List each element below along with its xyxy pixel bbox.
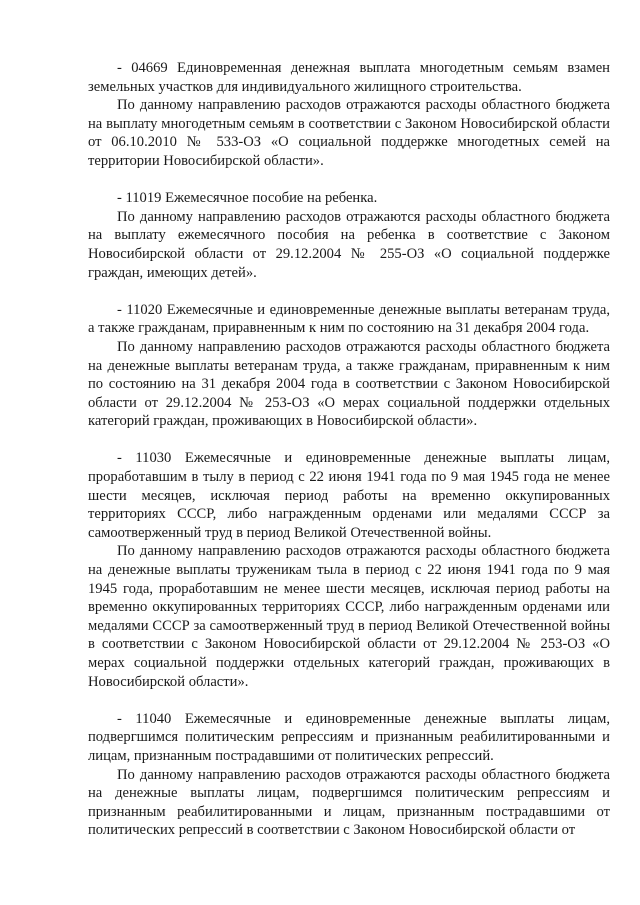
code-11030-description: По данному направлению расходов отражаются расходы областного бюджета на денежные выплаты труженикам тыла в период с 22 июня 1941 года по 9 мая 1945 года, проработавшим не менее шести месяцев, исключая период работы на временно оккупированных территориях СССР, либо награжденным орденами или медалями СССР за самоотверженный труд в период Великой Отечественной войны в соответствии с Законом Новосибирской области от 29.12.2004 № 253-ОЗ «О мерах социальной поддержки отдельных категорий граждан, проживающих в Новосибирской области». [88,543,610,690]
code-11040-paragraph: - 11040 Ежемесячные и единовременные денежные выплаты лицам, подвергшимся политическим репрессиям и признанным реабилитированными и лицам, признанным пострадавшими от политических репрессий. [88,710,610,764]
code-11019-description: По данному направлению расходов отражаются расходы областного бюджета на выплату ежемесячного пособия на ребенка в соответствие с Законом Новосибирской области от 29.12.2004 № 255-ОЗ «О социальной поддержке граждан, имеющих детей». [88,208,610,281]
code-11030-paragraph: - 11030 Ежемесячные и единовременные денежные выплаты лицам, проработавшим в тылу в период с 22 июня 1941 года по 9 мая 1945 года не менее шести месяцев, исключая период работы на временно оккупированных территориях СССР, либо награжденным орденами или медалями СССР за самоотверженный труд в период Великой Отечественной войны. [88,450,610,541]
document-body [88,59,610,840]
paragraph-spacer [88,282,610,301]
code-11020-description: По данному направлению расходов отражаются расходы областного бюджета на денежные выплаты ветеранам труда, а также гражданам, приравненным к ним по состоянию на 31 декабря 2004 года в соответствии с Законом Новосибирской области от 29.12.2004 № 253-ОЗ «О мерах социальной поддержки отдельных категорий граждан, проживающих в Новосибирской области». [88,338,610,430]
code-11040-description: По данному направлению расходов отражаются расходы областного бюджета на денежные выплаты лицам, подвергшимся политическим репрессиям и признанным реабилитированными и лицам, признанным пострадавшими от политических репрессий в соответствии с Законом Новосибирской области от [88,766,610,839]
paragraph-spacer [88,431,610,450]
paragraph-spacer [88,691,610,710]
code-11019-paragraph: - 11019 Ежемесячное пособие на ребенка. [117,190,378,207]
code-11020-paragraph: - 11020 Ежемесячные и единовременные денежные выплаты ветеранам труда, а также гражданам, приравненным к ним по состоянию на 31 декабря 2004 года. [88,301,610,337]
code-04669-paragraph: - 04669 Единовременная денежная выплата многодетным семьям взамен земельных участков для индивидуального жилищного строительства. [88,60,610,95]
paragraph-spacer [88,171,610,190]
code-04669-description: По данному направлению расходов отражаются расходы областного бюджета на выплату многодетным семьям в соответствии с Законом Новосибирской области от 06.10.2010 № 533-ОЗ «О социальной поддержке многодетных семей на территории Новосибирской области». [88,97,610,169]
